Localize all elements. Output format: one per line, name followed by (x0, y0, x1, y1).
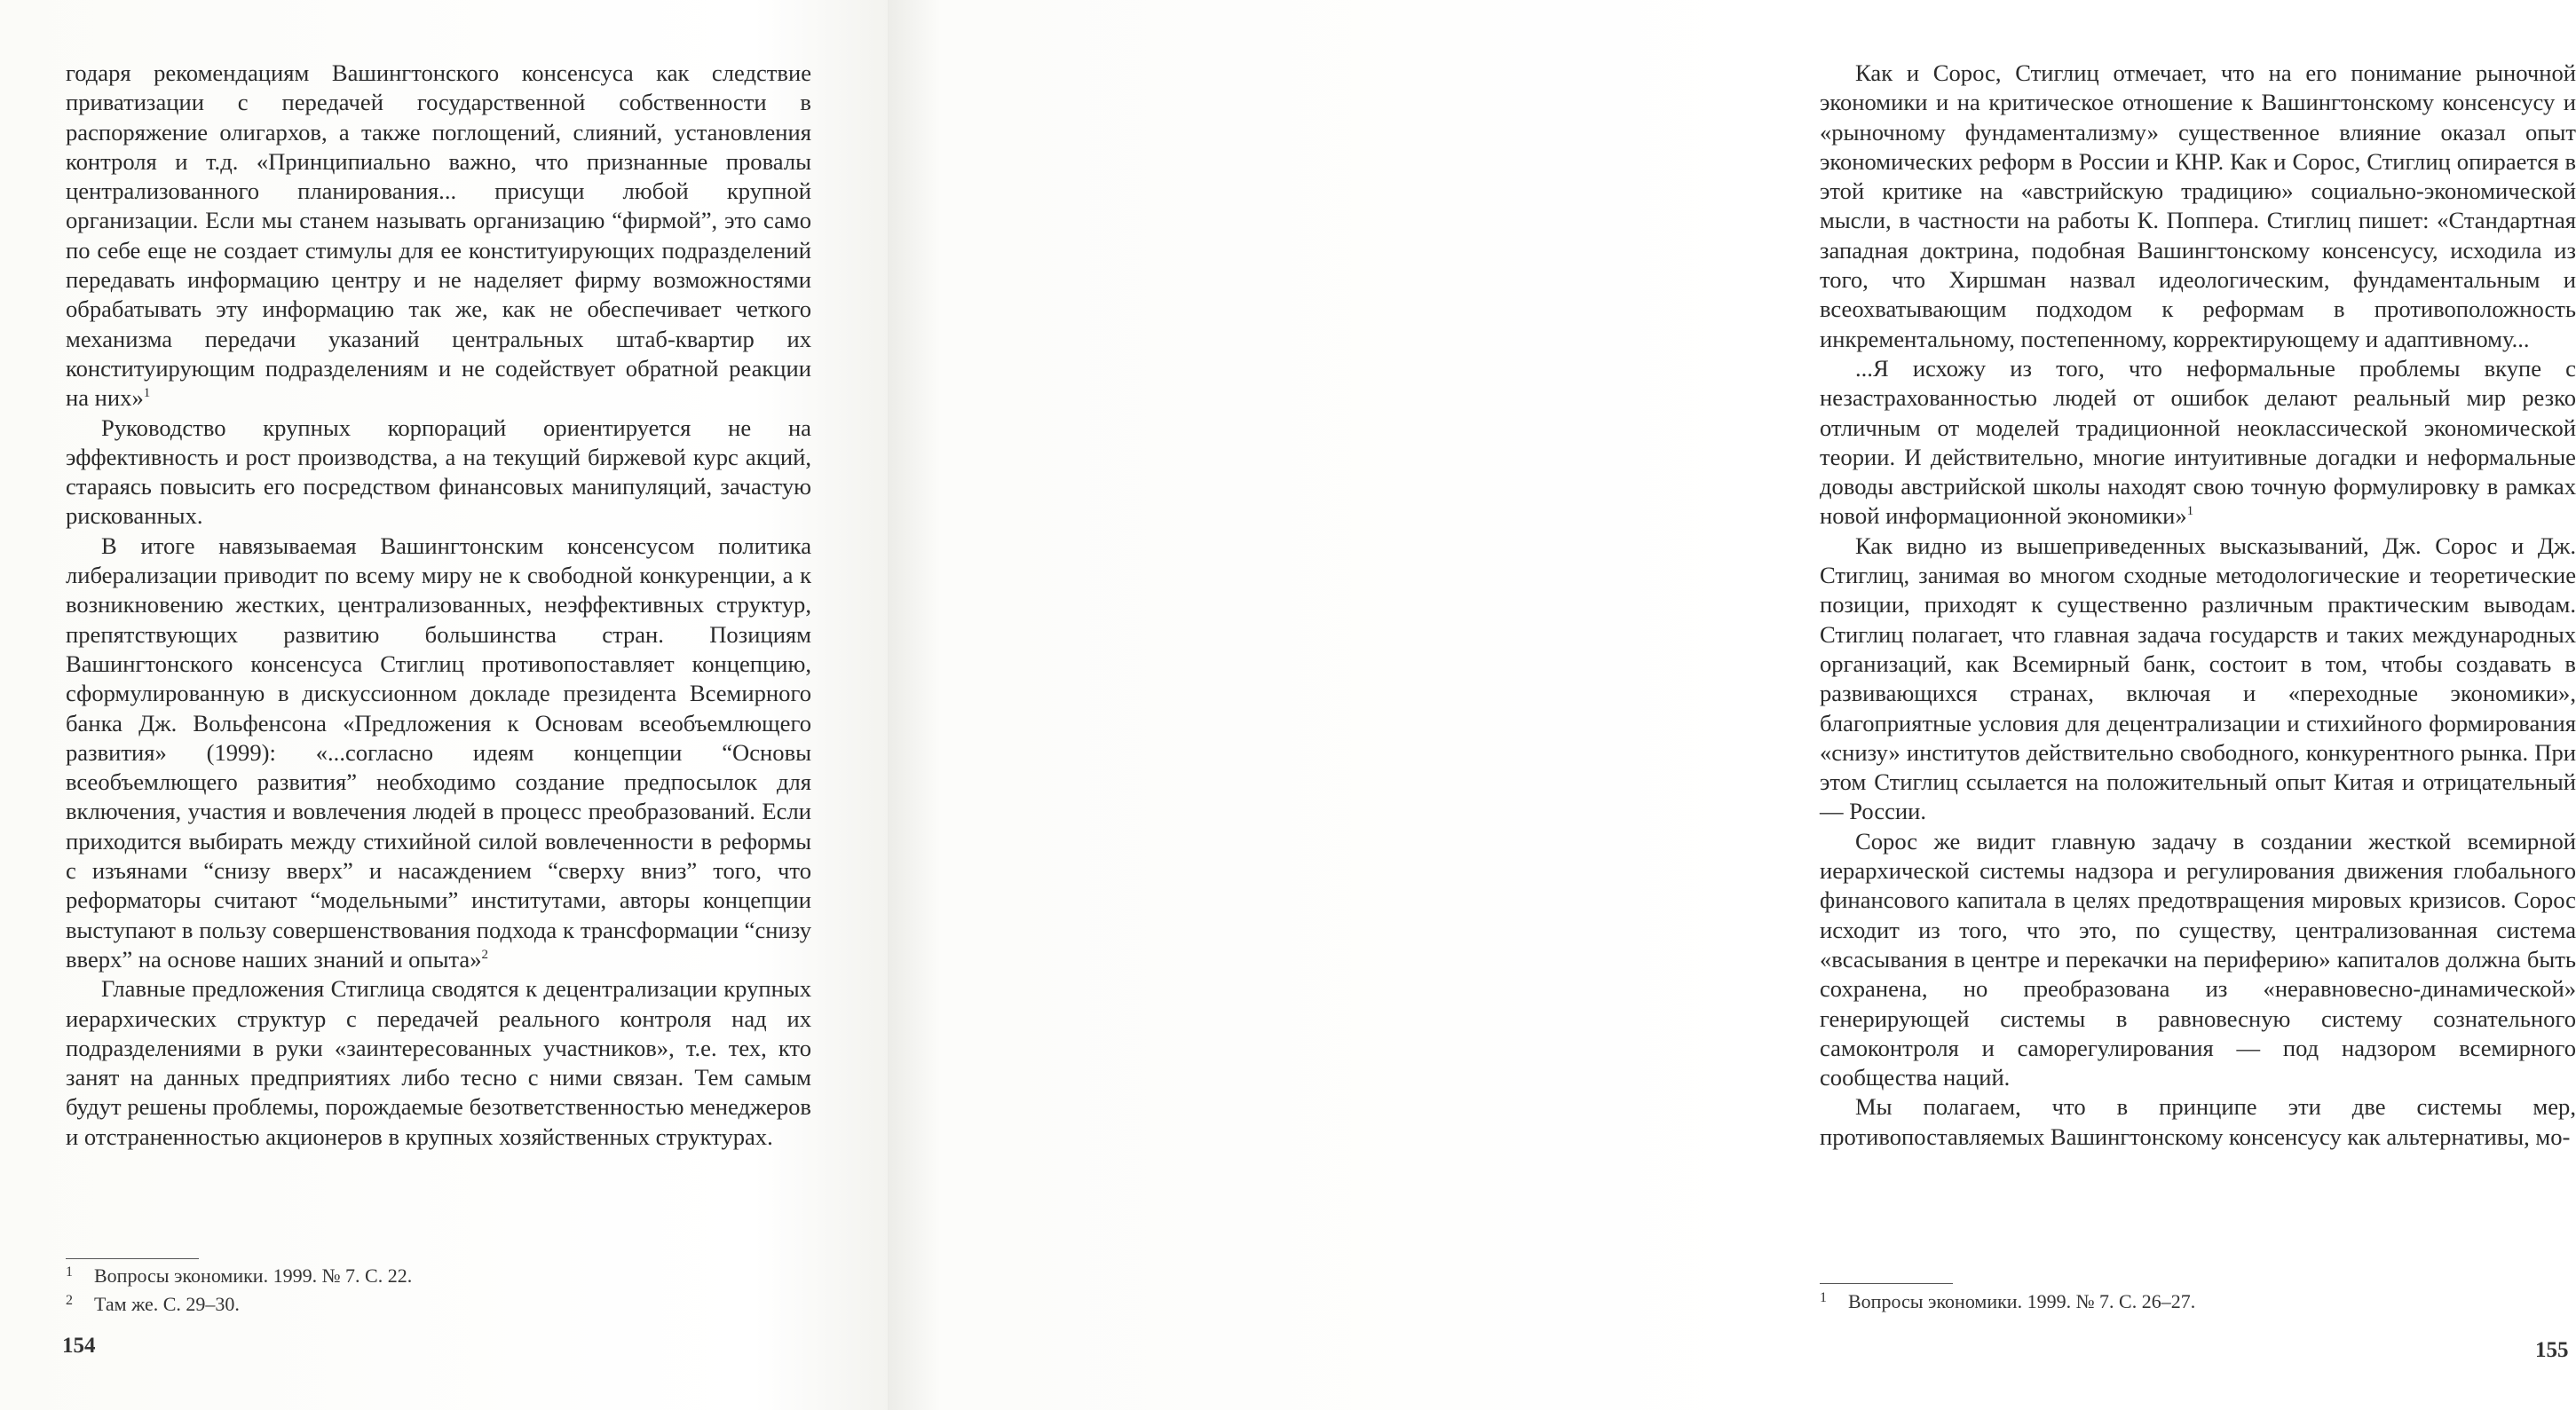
footnote-number: 1 (1820, 1290, 1827, 1305)
paragraph: Руководство крупных корпораций ориентируется не на эффективность и рост производства, а на текущий биржевой курс акций, стараясь повысить его посредством финансовых манипуляций, зачастую рискованных. (66, 414, 811, 530)
footnote (1820, 1288, 2565, 1317)
right-page-body (1820, 59, 2576, 1152)
page-number: 154 (62, 1334, 96, 1358)
paragraph: Мы полагаем, что в принципе эти две системы мер, противопоставляемых Вашингтонскому консенсусу как альтернативы, мо- (1820, 1093, 2576, 1150)
footnote-ref: 1 (2186, 504, 2194, 519)
footnote-ref: 2 (481, 948, 489, 963)
page-number: 155 (2535, 1338, 2569, 1362)
right-footnotes (1820, 1288, 2565, 1317)
footnote-number: 1 (66, 1264, 73, 1280)
footnote (66, 1291, 811, 1319)
paragraph: Как и Сорос, Стиглиц отмечает, что на его понимание рыночной экономики и на критическое отношение к Вашингтонскому консенсусу и «рыночному фундаментализму» существенное влияние оказал опыт экономических реформ в России и КНР. Как и Сорос, Стиглиц опирается в этой критике на «австрийскую традицию» социально-экономической мысли, в частности на работы К. Поппера. Стиглиц пишет: «Стандартная западная доктрина, подобная Вашингтонскому консенсусу, исходила из того, что Хиршман назвал идеологическим, фундаментальным и всеохватывающим подходом к реформам в противоположность инкрементальному, постепенному, корректирующему и адаптивному... (1820, 59, 2576, 352)
footnote-divider (1820, 1283, 1953, 1284)
footnote-ref: 1 (143, 386, 151, 401)
paragraph: годаря рекомендациям Вашингтонского консенсуса как следствие приватизации с передачей государственной собственности в распоряжение олигархов, а также поглощений, слияний, установления контроля и т.д. «Принципиально важно, что признанные провалы централизованного планирования... присущи любой крупной организации. Если мы станем называть организацию “фирмой”, это само по себе еще не создает стимулы для ее конституирующих подразделений передавать информацию центру и не наделяет фирму возможностями обрабатывать эту информацию так же, как не обеспечивает четкого механизма передачи указаний центральных штаб-квартир их конституирующим подразделениям и не содействует обратной реакции на них»$^1$ (66, 59, 811, 412)
footnote-text: Там же. С. 29–30. (94, 1293, 240, 1315)
footnote-number: 2 (66, 1293, 73, 1308)
footnote-text: Вопросы экономики. 1999. № 7. С. 22. (94, 1264, 413, 1287)
paragraph: Сорос же видит главную задачу в создании жесткой всемирной иерархической системы надзора и регулирования движения глобального финансового капитала в целях предотвращения мировых кризисов. Сорос исходит из того, что это, по существу, централизованная система «всасывания в центре и перекачки на периферию» капиталов должна быть сохранена, но преобразована из «неравновесно-динамической» генерирующей системы в равновесную систему сознательного самоконтроля и саморегулирования — под надзором всемирного сообщества наций. (1820, 827, 2576, 1091)
paragraph: Как видно из вышеприведенных высказываний, Дж. Сорос и Дж. Стиглиц, занимая во многом сходные методологические и теоретические позиции, приходят к существенно различным практическим выводам. Стиглиц полагает, что главная задача государств и таких международных организаций, как Всемирный банк, состоит в том, чтобы создавать в развивающихся странах, включая и «переходные экономики», благоприятные условия для децентрализации и стихийного формирования «снизу» институтов действительно свободного, конкурентного рынка. При этом Стиглиц ссылается на положительный опыт Китая и отрицательный — России. (1820, 532, 2576, 825)
footnote-text: Вопросы экономики. 1999. № 7. С. 26–27. (1848, 1290, 2196, 1312)
paragraph: В итоге навязываемая Вашингтонским консенсусом политика либерализации приводит по всему миру не к свободной конкуренции, а к возникновению жестких, централизованных, неэффективных структур, препятствующих развитию большинства стран. Позициям Вашингтонского консенсуса Стиглиц противопоставляет концепцию, сформулированную в дискуссионном докладе президента Всемирного банка Дж. Вольфенсона «Предложения к Основам всеобъемлющего развития» (1999): «...согласно идеям концепции “Основы всеобъемлющего развития” необходимо создание предпосылок для включения, участия и вовлечения людей в процесс преобразований. Если приходится выбирать между стихийной силой вовлеченности в реформы с изъянами “снизу вверх” и насаждением “сверху вниз” того, что реформаторы считают “модельными” институтами, авторы концепции выступают в пользу совершенствования подхода к трансформации “снизу вверх” на основе наших знаний и опыта»$^2$ (66, 532, 811, 973)
left-page (0, 0, 888, 1410)
right-page (888, 0, 2576, 1410)
left-page-body (66, 59, 811, 1152)
paragraph: ...Я исхожу из того, что неформальные проблемы вкупе с незастрахованностью людей от ошибок делают реальный мир резко отличным от моделей традиционной неоклассической экономической теории. И действительно, многие интуитивные догадки и неформальные доводы австрийской школы находят свою точную формулировку в рамках новой информационной экономики»$^1$ (1820, 354, 2576, 530)
footnote (66, 1263, 811, 1291)
paragraph: Главные предложения Стиглица сводятся к децентрализации крупных иерархических структур с передачей реального контроля над их подразделениями в руки «заинтересованных участников», т.е. тех, кто занят на данных предприятиях либо тесно с ними связан. Тем самым будут решены проблемы, порождаемые безответственностью менеджеров и отстраненностью акционеров в крупных хозяйственных структурах. (66, 975, 811, 1150)
left-footnotes (66, 1263, 811, 1319)
